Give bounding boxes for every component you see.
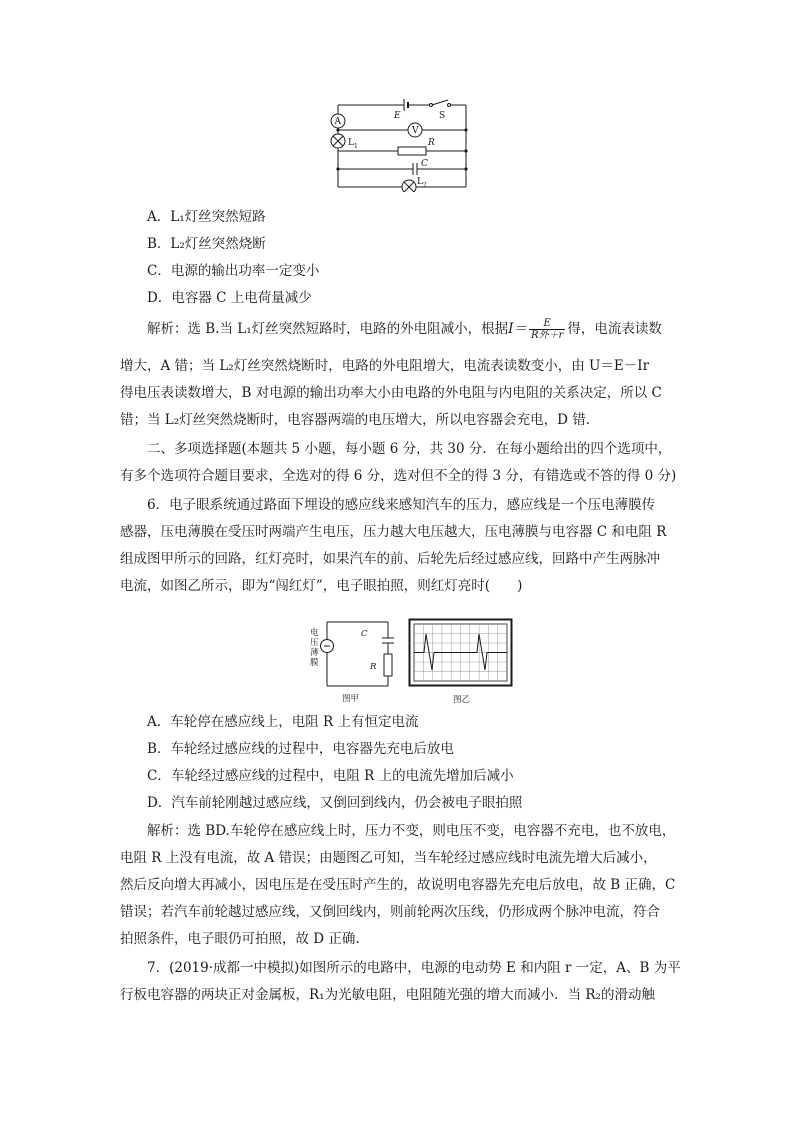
q5-analysis-line2: 增大，A 错；当 L₂灯丝突然烧断时，电路的外电阻增大，电流表读数变小，由 U＝E－Ir (120, 358, 650, 374)
q6-option-a: A．车轮停在感应线上，电阻 R 上有恒定电流 (147, 714, 419, 730)
q6-stem-line4: 电流，如图乙所示，即为“闯红灯”，电子眼拍照，则红灯亮时( ) (120, 578, 523, 594)
formula-fraction (529, 318, 565, 341)
formula-denominator: R外＋r (531, 330, 564, 341)
voltmeter-label: V (412, 126, 419, 136)
fig-b-caption: 图乙 (453, 695, 471, 705)
q5-analysis-line4: 错；当 L₂灯丝突然烧断时，电容器两端的电压增大，所以电容器会充电，D 错. (120, 412, 591, 428)
q6-stem-line1: 6．电子眼系统通过路面下埋设的感应线来感知汽车的压力，感应线是一个压电薄膜传 (147, 497, 656, 513)
q5-option-b: B．L₂灯丝突然烧断 (147, 236, 266, 252)
film-label-char-1: 压 (310, 638, 319, 648)
lamp1-sub: 1 (354, 143, 358, 150)
q5-option-d: D．电容器 C 上电荷量减少 (147, 290, 312, 306)
circuit-diagram-a (300, 616, 400, 710)
resistor-label: R (428, 138, 435, 148)
circuit-diagram-1 (320, 96, 480, 192)
section2-heading-line1: 二、多项选择题(本题共 5 小题，每小题 6 分，共 30 分．在每小题给出的四个选项中， (147, 441, 672, 457)
q6-analysis-line2: 电阻 R 上没有电流，故 A 错误；由题图乙可知，当车轮经过感应线时电流先增大后减小， (120, 850, 657, 866)
q7-stem-line2: 行板电容器的两块正对金属板，R₁为光敏电阻，电阻随光强的增大而减小．当 R₂的滑动触 (120, 987, 655, 1003)
q5-option-a: A．L₁灯丝突然短路 (147, 209, 266, 225)
oscilloscope-figure-b (408, 618, 514, 710)
q5-analysis-line1 (147, 318, 662, 341)
lamp2-label: L (417, 177, 423, 187)
q5-analysis-text-post: 得，电流表读数 (567, 321, 662, 337)
film-label-char-3: 膜 (310, 658, 319, 668)
q6-stem-line2: 感器，压电薄膜在受压时两端产生电压，压力越大电压越大，压电薄膜与电容器 C 和电阻 R (120, 524, 667, 540)
capacitor-label: C (421, 159, 428, 169)
lamp1-label: L (348, 138, 354, 148)
q5-analysis-text: 解析：选 B.当 L₁灯丝突然短路时，电路的外电阻减小，根据 (147, 321, 509, 337)
q6-option-b: B．车轮经过感应线的过程中，电容器先充电后放电 (147, 741, 454, 757)
q5-analysis-line3: 得电压表读数增大，B 对电源的输出功率大小由电路的外电阻与内电阻的关系决定，所以 C (120, 385, 662, 401)
fig-a-resistor-label: R (370, 662, 377, 672)
q6-analysis-line4: 错误；若汽车前轮越过感应线，又倒回线内，则前轮两次压线，仍形成两个脉冲电流，符合 (120, 904, 660, 920)
emf-label: E (394, 111, 401, 121)
film-label-char-0: 电 (310, 628, 319, 638)
ammeter-label: A (334, 117, 341, 127)
q6-option-c: C．车轮经过感应线的过程中，电阻 R 上的电流先增加后减小 (147, 768, 514, 784)
fig-a-caption: 图甲 (342, 694, 360, 704)
q7-stem-line1: 7．(2019·成都一中模拟)如图所示的电路中，电源的电动势 E 和内阻 r 一定，A、B 为平 (147, 960, 681, 976)
q6-stem-line3: 组成图甲所示的回路，红灯亮时，如果汽车的前、后轮先后经过感应线，回路中产生两脉冲 (120, 551, 660, 567)
q6-option-d: D．汽车前轮刚越过感应线，又倒回到线内，仍会被电子眼拍照 (147, 795, 523, 811)
switch-label: S (439, 111, 446, 121)
formula-lhs: I＝ (508, 321, 528, 337)
film-label-char-2: 薄 (310, 648, 319, 658)
formula-numerator: E (529, 318, 565, 330)
q6-analysis-line5: 拍照条件，电子眼仍可拍照，故 D 正确. (120, 931, 360, 947)
lamp2-sub: 2 (423, 182, 427, 189)
q5-option-c: C．电源的输出功率一定变小 (147, 263, 320, 279)
q6-analysis-line1: 解析：选 BD.车轮停在感应线上时，压力不变，则电压不变，电容器不充电，也不放电， (147, 823, 676, 839)
section2-heading-line2: 有多个选项符合题目要求，全选对的得 6 分，选对但不全的得 3 分，有错选或不答的得 0 分) (120, 468, 677, 484)
q6-analysis-line3: 然后反向增大再减小，因电压是在受压时产生的，故说明电容器先充电后放电，故 B 正确，C (120, 877, 676, 893)
fig-a-capacitor-label: C (361, 629, 368, 639)
